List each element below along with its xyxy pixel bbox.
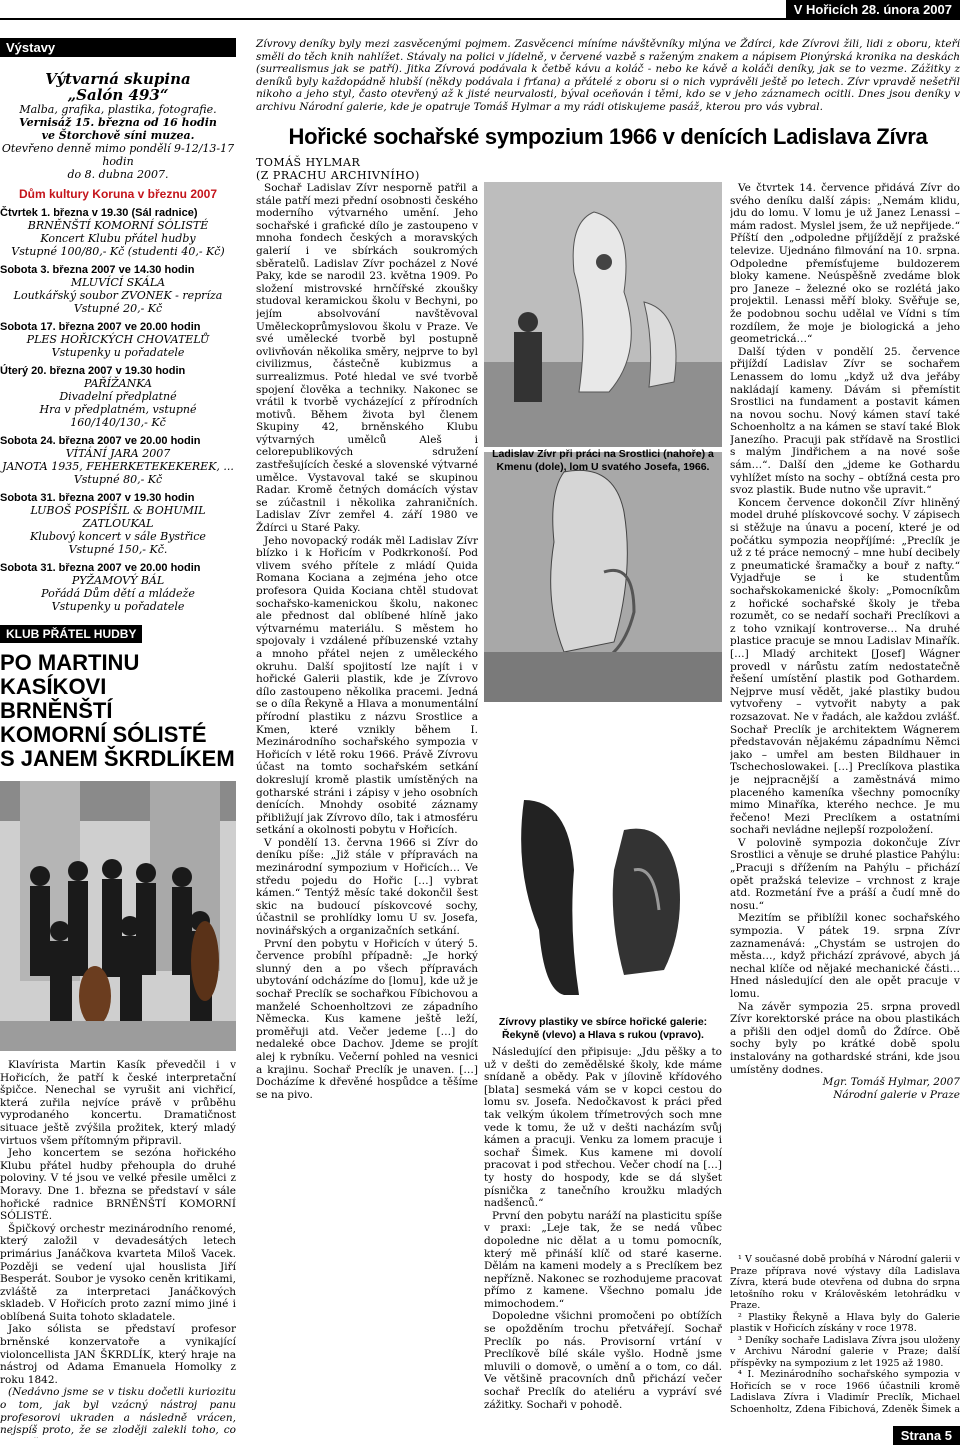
salon-title-2: „Salón 493“ [67,86,169,104]
article-paragraph: Jeho novopacký rodák měl Ladislav Zívr blízko i k Hořicím v Podkrkonoší. Pod vlivem svého přítele z mládí Quida Romana Kociana a zejména jeho otce profesora Quida Kociana chtěl studovat sochařsko-kamenickou školu, nakonec ale přednost dal oblíbené hlíně jako výtvarnému materiálu. S městem ho spojovaly i vzdálené příbuzenské vztahy a mnoho přátel nejen z uměleckého okruhu. Další spojitostí lze najít i v hořické Galerii plastik, kde je Zívrovo dílo zastoupeno několika pracemi. Jedná se o díla Řekyně a Hlava a monumentální přírodní plastiku z názvu Srostlice a Kmen, které vznikly během I. Mezinárodního sochařského sympozia v Hořicích v létě roku 1966. Právě Zívrovu účast na tomto sochařském setkání dokreslují kromě plastik umístěných na gotharské stráni i zápisy v jeho osobních denících. Mnohdy osobité záznamy přibližují jak Zívrovo dílo, tak i atmosféru setkání a okolnosti pobytu v Hořicích. [256,534,478,837]
article-paragraph: Následující den připisuje: „Jdu pěšky a to už v dešti do zemědělské školy, kde máme snídaně a obědy. Pak v jílovině křídového [blata] sesmeká vám se v kopci cestou do lomu sv. Josefa. Nedočkavost k práci před tak velkým úkolem třímetrových soch mne vede k tomu, že už v dešti nacházím svůj kámen a pracuji. Venku za lomem pracuje i sochař Šimek. Kus kamene mi dovolí pracovat i pod střechou. Večer chodí na […] ty hosty do hospody, kde se dá slyšet písnička z tanečního kroužku mladých nadšenců.“ [484,1046,722,1210]
event-line: Hra v předplatném, vstupné 160/140/130,- Kč [39,403,197,429]
article-intro: Zívrovy deníky byly mezi zasvěcenými pojmem. Zasvěcenci míníme návštěvníky mlýna ve Ždírci, kde Zívrovi žili, lidi z oboru, kteří směli do těch knih nahlížet. Stávaly na polici v jídelně, v červené vazbě s raženým znakem a nápisem Pionýrská kronika na deskách (surrealismus jak se patří). Jitka Zívrová podávala k četbě kávu a koláč - nebo ke kávě a koláči deníky, jak se to vezme. Zážitky z deníků byly každopádně hlubší (někdy podávala i frťana) a přátelé z oboru si o nich vyprávěli ještě po letech. Zívr vpravdě nešetřil nikoho a jeho styl, často otevřený až k jisté neurvalosti, býval oceňován i těmi, kdo se v jeho záznamech ocitli. Dnes jsou deníky v archivu Národní galerie, kde je opatruje Tomáš Hylmar a my rádi otiskujeme pasáž, kterou pro vás vybral. [256,38,960,113]
sculptures-photo [484,760,722,1010]
event-line: PAŘÍŽANKA [84,377,152,390]
article-paragraph: Další týden v pondělí 25. července přijíždí Ladislav Zívr se sochařem Lenassem do lomu „když už dva jeřáby nakládají kameny. Dávám si přemístit Srostlici na fundament a postavit kámen na novou sochu. Nový kámen staví také Schoenholtz a na kámen se staví také Blok Janezího. Pracuji pak střídavě na Srostlici s malým Jindřichem a na nové soše sám…“. Další den „jdeme ke Gothardu vyhlížet místo na sochy – obtížná cesta pro svoz plastik. Bude nutno vše upravit.“ [730,345,960,497]
klub-paragraph: (Nedávno jsme se v tisku dočetli kuriozitu o tom, jak byl vzácný nástroj panu profesorovi ukraden a následně vrácen, nejspíš proto, že se zloději zalekli toho, co [0,1386,236,1437]
signature-institution: Národní galerie v Praze [833,1088,960,1101]
event-line: LUBOŠ POSPÍŠIL & BOHUMIL ZATLOUKAL [30,504,206,530]
event-item [0,207,236,258]
article-column-1 [256,182,478,1392]
event-line: Divadelní předplatné [59,390,177,403]
article-paragraph: Dopoledne všichni promočeni po obtížích se opožděním trochu přetvářejí. Sochař Preclík po nás. Provisorní vrtání v Preclíkově bílé skále vyšlo. Hodně jsme mluvili o domově, o umění a o tom, co dál. Ve většině pracovních dnů přichází večer sochař Preclík do ateliéru a vypráví své zážitky. Sochaři v pohodě. [484,1310,722,1411]
salon-sub-1: Malba, grafika, plastika, fotografie. [19,103,217,116]
salon-sub-5: do 8. dubna 2007. [67,168,169,181]
left-column [0,38,236,1438]
salon-sub-2: Vernisáž 15. března od 16 hodin [19,116,217,129]
event-line: Vstupné 150,- Kč. [68,543,168,556]
article-title: Hořické sochařské sympozium 1966 v denících Ladislava Zívra [288,123,928,149]
vystavy-heading: Výstavy [0,38,236,57]
footnote: ¹ V současné době probíhá v Národní galerii v Praze příprava nové výstavy díla Ladislava Zívra, která bude otevřena od dubna do srpna letošního roku v Králověském letohrádku v Praze. [730,1254,960,1311]
signature: Mgr. Tomáš Hylmar, 2007 [822,1076,960,1089]
sculpture-photo-bottom-graphic [484,452,722,702]
event-line: Loutkářský soubor ZVONEK - repríza [13,289,223,302]
event-date: Sobota 24. března 2007 ve 20.00 hodin [0,435,201,447]
sculpture-photo-top [484,182,722,447]
event-item [0,492,236,556]
klub-paragraph: Klavírista Martin Kasík převedčil i v Hořicích, že patří k české interpretační špičce. Nenechal se vyrušit ani vichřicí, která zuřila nejvíce právě v průběhu vyprodaného koncertu. Dramatičnost situace ještě zvýšila prožitek, který mladý virtuos všem přítomným připravil. [0,1059,236,1147]
klub-paragraph: Jako sólista se představí profesor brněnské konzervatoře a vynikající violoncellista JAN ŠKRDLÍK, který hraje na nástroj od Adama Emanuela Homolky z roku 1842. [0,1323,236,1386]
event-line: BRNĚNŠTÍ KOMORNÍ SÓLISTÉ [27,219,209,232]
salon-sub-3: ve Štorchově síni muzea. [41,129,195,142]
orchestra-photo [0,781,236,1051]
event-item [0,321,236,359]
event-line: Klubový koncert v sále Bystřice [30,530,206,543]
article-paragraph: První den pobytu v Hořicích v úterý 5. července probíhl případně: „Je horký slunný den a po všech přípravách ubytování odcházíme do [lomu], kde už je sochař Preclík se sochařkou Fíbichovou a manželé Schoenholtzovi ze západního Německa. Kus kamene ještě leží, proměřuji atd. Večer jedeme […] do nedaleké obce Dachov. Jdeme se projít alej k rybníku. Večerní pohled na vesnici a krajinu. Sochař Preclík je unaven. […] Docházíme k dřevěné hospůdce a těšíme se na pivo. [256,937,478,1101]
event-item [0,562,236,613]
photo-caption-1: Ladislav Zívr při práci na Srostlici (nahoře) a Kmenu (dole), lom U svatého Josefa, 1966. [492,448,714,473]
footnote: ⁴ I. Mezinárodního sochařského sympozia v Hořicích se v roce 1966 účastnili kromě Ladislava Zívra i Vladimír Preclík, Michael Schoenholtz, Zdena Fibichová, Zdeněk Šimek a [730,1369,960,1414]
article-paragraph: Ve čtvrtek 14. července přidává Zívr do svého deníku další zápis: „Nemám klidu, jdu do lomu. V lomu je už Janez Lenassi – mám radost. Myslel jsem, že už nepřijede.“ Příští den „odpoledne přijíždějí z pražské televize. Ujednáno filmování na 10. srpna. Odpoledne přemísťujeme buldozerem bloky kamene. Neúspěšně zvedáme blok pro Janeze – železné oko se rozlétá jako projektil. Lenassi měří bloky. Svěřuje se, že podobnou sochu udělal ve Vídni s tím rozdílem, že moje je biologická a jeho geometrická…“ [730,182,960,346]
event-line: JANOTA 1935, FEHERKETEKEKEREK, ... [2,460,234,473]
event-line: Vstupné 20,- Kč [73,302,163,315]
article-paragraph: Koncem července dokončil Zívr hliněný model druhé plískovcové sochy. V zápisech si stěžuje na únavu a pocení, které je od počátku sympozia neopříjímé: „Preclík je už z té práce nemocný – mne hubí decibely z pneumatické šramačky a bouř z nafty.“ Vyjadřuje se i ke studentům sochařskokamenické školy: „Pomocníkům z hořické sochařské školy je třeba rozumět, co se nedaří sochaři Preclíkovi a z toho vznikají kontroverse… Na druhé plastice pracuje se mnou Ladislav Minařík. […] Mladý architekt [Josef] Wágner provedl v nárůstu zatím nedostatečně řešení umístění plastik pod Gothardem. Nejprve musí vědět, jaké plastiky budou vytvořeny – vytvořit nabyty a pak rozsazovat. Ne v řadách, ale každou zvlášť. Sochař Preclík je architektem Wágnerem představován nějakému západnímu Němci jako – umřel am besten Bildhauer in Tschechoslowakei. […] Preclíkova plastika je nejpracnější a zaměstnává mimo placeného kameníka všechny pomocníky mimo Minaříka, kterého nechce. Je mu řečeno! Mezi Preclíkem a ostatními sochaři nevládne nejlepší rozpoložení. [730,496,960,837]
page-number: Strana 5 [893,1426,960,1445]
event-date: Sobota 31. března 2007 v 19.30 hodin [0,492,195,504]
event-date: Sobota 3. března 2007 ve 14.30 hodin [0,264,195,276]
footnotes [730,1254,960,1414]
article-paragraph: Sochař Ladislav Zívr nesporně patřil a stále patří mezi přední osobnosti českého moderního výtvarného umění. Jeho sochařské i grafické dílo je zastoupeno v mnoha fondech českých a moravských galerií i ve sbírkách soukromých sběratelů. Ladislav Zívr pocházel z Nové Paky, kde se narodil 23. května 1909. Po složení mistrovské hrnčířské zkoušky studoval keramickou školu v Bechyni, po jejím absolvování navštěvoval Uměleckoprůmyslovou školu v Praze. Ve své umělecké tvorbě byl postupně ovlivňován několika směry, nejprve to byl civilizmus, částečně kubizmus a surrealizmus. Poté hledal ve své tvorbě spojení člověka a techniky. Nakonec se vrátil k tvorbě vycházející z přírodních motivů. Během života byl členem Skupiny 42, brněnského Klubu výtvarných umělců Aleš i celorepublikových sdružení zastřešujících české a slovenské výtvarné umělce. Vystavoval také se skupinou Radar. Kromě četných domácích výstav se zúčastnil i několika zahraničních. Ladislav Zívr zemřel 4. září 1980 ve Ždírci u Staré Paky. [256,182,478,535]
event-line: VÍTÁNÍ JARA 2007 [65,447,171,460]
event-line: PYŽAMOVÝ BÁL [71,574,165,587]
klub-paragraph: Špičkový orchestr mezinárodního renomé, který založil v devadesátých letech primárius Janáčkova kvarteta Miloš Vacek. Později se vedení ujal houslista Jiří Besperát. Soubor je vysoko ceněn kritikami, zvláště za interpretaci Janáčkových skladeb. V Hořicích proto zazní mimo jiné i oblíbená Suita tohoto skladatele. [0,1222,236,1323]
klub-paragraph: Jeho koncertem se sezóna hořického Klubu přátel hudby přehoupla do druhé poloviny. V té jsou ve velké přesile umělci z Moravy. Dne 1. března se představí v sále hořické radnice BRNĚNŠTÍ KOMORNÍ SÓLISTÉ. [0,1147,236,1223]
sculptures-photo-graphic [484,760,722,1010]
klub-title-line: KOMORNÍ SÓLISTÉ [0,722,207,747]
article-paragraph: V polovině sympozia dokončuje Zívr Srostlici a věnuje se druhé plastice Pahýlu: „Pracuji s dřížením na Pahýlu – přichází opět pražská televize – vrchnost z kraje atd. Rozmetání řve a práší a čudí mně do nosu.“ [730,836,960,912]
event-date: Sobota 17. března 2007 ve 20.00 hodin [0,321,201,333]
footnote: ³ Deníky sochaře Ladislava Zívra jsou uloženy v Archivu Národní galerie v Praze; další příspěvky na sympozium z let 1925 až 1980. [730,1334,960,1369]
sculpture-photo-bottom [484,452,722,702]
photo-caption-2: Zívrovy plastiky ve sbírce hořické galerie: Řekyně (vlevo) a Hlava s rukou (vpravo). [498,1016,708,1041]
orchestra-photo-graphic [0,781,236,1051]
event-item [0,264,236,315]
article-author: TOMÁŠ HYLMAR [256,155,361,169]
event-line: PLES HOŘICKÝCH CHOVATELŮ [26,333,210,346]
event-date: Čtvrtek 1. března v 19.30 (Sál radnice) [0,207,198,219]
article-paragraph: V pondělí 13. června 1966 si Zívr do deníku píše: „Již stále v přípravách na mezinárodní sympozium v Hořicích… Ve středu pojedu do Hořic […] vybrat kámen.“ Tentýž měsíc také dokončil šest skic na budoucí pískovcové sochy, účastnil se prohlídky lomu U sv. Josefa, novinářských a organizačních setkání. [256,836,478,938]
article [256,38,960,182]
event-line: Vstupné 80,- Kč [73,473,163,486]
footnote: ² Plastiky Řekyně a Hlava byly do Galerie plastik v Hořicích získány v roce 1978. [730,1311,960,1334]
event-date: Sobota 31. března 2007 ve 20.00 hodin [0,562,201,574]
article-paragraph: Mezitím se přiblížil konec sochařského sympozia. V pátek 19. srpna Zívr zaznamenává: „Chystám se ustrojen do města…, když přichází zprávové, abych já nechal klíče od nějaké mechanické části… Hned následující den ale opět pracuje v lomu. [730,912,960,1000]
klub-heading: KLUB PŘÁTEL HUDBY [0,625,142,643]
event-line: Vstupenky u pořadatele [51,600,185,613]
event-item [0,365,236,429]
event-line: Pořádá Dům dětí a mládeže [41,587,195,600]
event-date: Úterý 20. března 2007 v 19.30 hodin [0,365,186,377]
salon-sub-4: Otevřeno denně mimo pondělí 9-12/13-17 hodin [1,142,235,168]
klub-title-line: BRNĚNŠTÍ [0,698,113,723]
sculpture-photo-top-graphic [484,182,722,447]
event-line: Vstupné 100/80,- Kč (studenti 40,- Kč) [11,245,225,258]
top-bar [0,0,960,20]
event-line: MLUVÍCÍ SKÁLA [70,276,166,289]
klub-title [0,651,236,771]
article-paragraph: První den pobytu naráží na plasticitu spíše v praxi: „Leje tak, že se nedá vůbec dopoledne nic dělat a u tomu pomocník, který mě přináší klíč od staré kaserne. Dělám na kameni modely a s Preclíkem bez nepřízně. Nakonec se rozhodujeme pracovat přímo z kamene. Všechno pomalu jde mimochodem.“ [484,1209,722,1310]
klub-article [0,1059,236,1438]
article-paragraph: Na závěr sympozia 25. srpna provedl Zívr korektorské práce na obou plastikách a přišli den odjel domů do Ždírce. Obě sochy byly po krátké době spolu instalovány na gothardské stráni, kde jsou umístěny dodnes. [730,1000,960,1076]
article-column-2 [484,1046,722,1436]
dk-heading: Dům kultury Koruna v březnu 2007 [18,187,218,201]
salon-title-1: Výtvarná skupina [45,70,191,88]
event-item [0,435,236,486]
event-line: Vstupenky u pořadatele [51,346,185,359]
event-line: Koncert Klubu přátel hudby [40,232,196,245]
klub-title-line: PO MARTINU KASÍKOVI [0,650,140,699]
article-column-3 [730,182,960,1250]
klub-title-line: S JANEM ŠKRDLÍKEM [0,746,235,771]
article-author-sub: (Z PRACHU ARCHIVNÍHO) [256,168,420,182]
issue-date: V Hořicích 28. února 2007 [786,0,960,20]
